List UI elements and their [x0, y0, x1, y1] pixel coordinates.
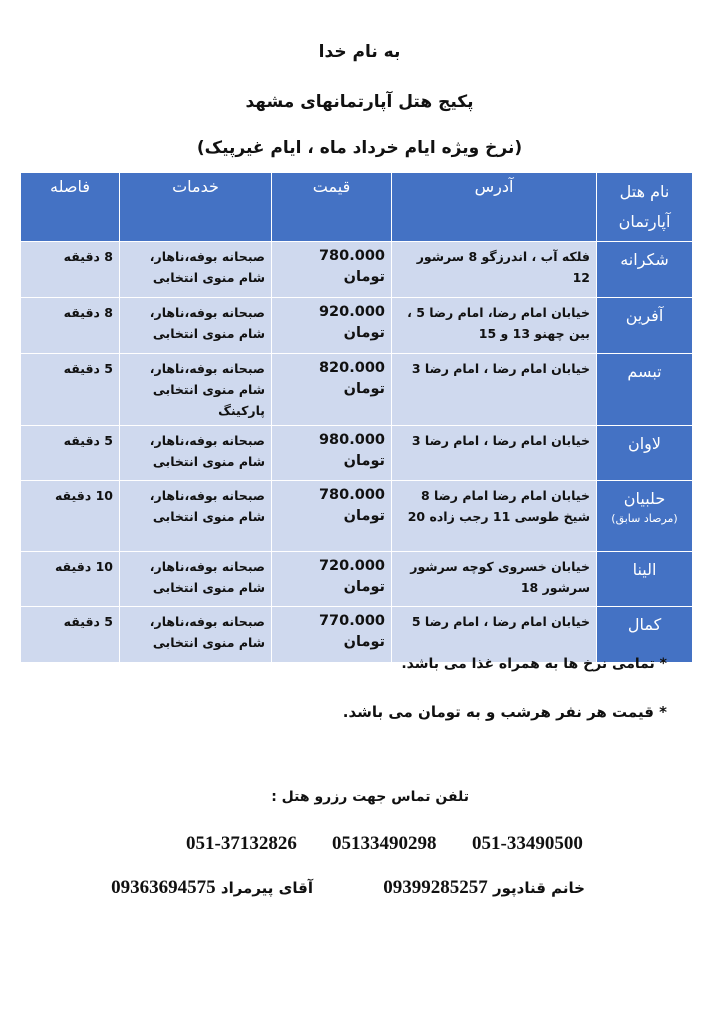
- hotel-name: شکرانه: [597, 242, 693, 298]
- hotel-address: خیابان امام رضا امام رضا 8 شیخ طوسی 11 رجب زاده 20: [392, 481, 597, 552]
- table-row: [21, 481, 693, 552]
- hotel-distance: 5 دقیقه: [21, 426, 120, 481]
- hotel-name: آفرین: [597, 298, 693, 354]
- hotel-former-name: (مرصاد سابق): [611, 512, 678, 525]
- hotel-services: صبحانه بوفه،ناهار، شام منوی انتخابی: [120, 426, 272, 481]
- hotel-address: خیابان امام رضا ، امام رضا 5: [392, 607, 597, 663]
- table-row: [21, 607, 693, 663]
- hotel-price: 770.000 تومان: [272, 607, 392, 663]
- hotel-price: 820.000 تومان: [272, 354, 392, 426]
- hotel-name: [597, 481, 693, 552]
- phone-number: 05133490298: [332, 833, 437, 854]
- hotel-address: خیابان خسروی کوچه سرشور سرشور 18: [392, 552, 597, 607]
- hotel-address: خیابان امام رضا ، امام رضا 3: [392, 426, 597, 481]
- agent-contact: [383, 877, 585, 899]
- table-row: [21, 552, 693, 607]
- hotel-name-text: حلبیان: [623, 489, 666, 508]
- hotel-services: صبحانه بوفه،ناهار، شام منوی انتخابی: [120, 242, 272, 298]
- hotel-price: 920.000 تومان: [272, 298, 392, 354]
- hotel-name: کمال: [597, 607, 693, 663]
- hotel-distance: 10 دقیقه: [21, 552, 120, 607]
- table-row: [21, 242, 693, 298]
- hotel-services: صبحانه بوفه،ناهار، شام منوی انتخابی پارکینگ: [120, 354, 272, 426]
- hotel-distance: 8 دقیقه: [21, 298, 120, 354]
- hotel-address: خیابان امام رضا ، امام رضا 3: [392, 354, 597, 426]
- hotel-price: 980.000 تومان: [272, 426, 392, 481]
- header-price: قیمت: [272, 173, 392, 242]
- hotel-price: 780.000 تومان: [272, 242, 392, 298]
- agent-number: 09363694575: [111, 877, 216, 898]
- hotel-distance: 5 دقیقه: [21, 354, 120, 426]
- hotel-distance: 10 دقیقه: [21, 481, 120, 552]
- hotel-services: صبحانه بوفه،ناهار، شام منوی انتخابی: [120, 552, 272, 607]
- document-title: به نام خدا: [318, 42, 401, 62]
- hotel-name: لاوان: [597, 426, 693, 481]
- price-per-person-note: * قیمت هر نفر هرشب و به تومان می باشد.: [342, 703, 667, 721]
- hotel-services: صبحانه بوفه،ناهار، شام منوی انتخابی: [120, 607, 272, 663]
- table-row: [21, 298, 693, 354]
- hotel-package-table: [20, 172, 693, 663]
- table-header-row: [21, 173, 693, 242]
- contact-title: تلفن تماس جهت رزرو هتل :: [271, 789, 469, 805]
- header-distance: فاصله: [21, 173, 120, 242]
- agent-number: 09399285257: [383, 877, 488, 898]
- hotel-price: 780.000 تومان: [272, 481, 392, 552]
- hotel-name: الینا: [597, 552, 693, 607]
- hotel-distance: 5 دقیقه: [21, 607, 120, 663]
- agent-name: آقای پیرمراد: [220, 879, 313, 897]
- hotel-services: صبحانه بوفه،ناهار، شام منوی انتخابی: [120, 481, 272, 552]
- hotel-services: صبحانه بوفه،ناهار، شام منوی انتخابی: [120, 298, 272, 354]
- hotel-distance: 8 دقیقه: [21, 242, 120, 298]
- hotel-address: خیابان امام رضا، امام رضا 5 ، بین چهنو 13 و 15: [392, 298, 597, 354]
- hotel-name: تبسم: [597, 354, 693, 426]
- package-title: پکیج هتل آپارتمانهای مشهد: [245, 92, 474, 112]
- phone-number: 051-37132826: [186, 833, 297, 854]
- meals-included-note: * تمامی نرخ ها به همراه غذا می باشد.: [401, 656, 667, 672]
- table-row: [21, 426, 693, 481]
- agent-contact: [111, 877, 313, 899]
- header-services: خدمات: [120, 173, 272, 242]
- hotel-address: فلکه آب ، اندرزگو 8 سرشور 12: [392, 242, 597, 298]
- table-row: [21, 354, 693, 426]
- header-hotel-name: نام هتل آپارتمان: [597, 173, 693, 242]
- hotel-price: 720.000 تومان: [272, 552, 392, 607]
- agent-name: خانم قنادپور: [492, 879, 585, 897]
- header-address: آدرس: [392, 173, 597, 242]
- phone-number: 051-33490500: [472, 833, 583, 854]
- rate-subtitle: (نرخ ویژه ایام خرداد ماه ، ایام غیرپیک): [196, 138, 523, 158]
